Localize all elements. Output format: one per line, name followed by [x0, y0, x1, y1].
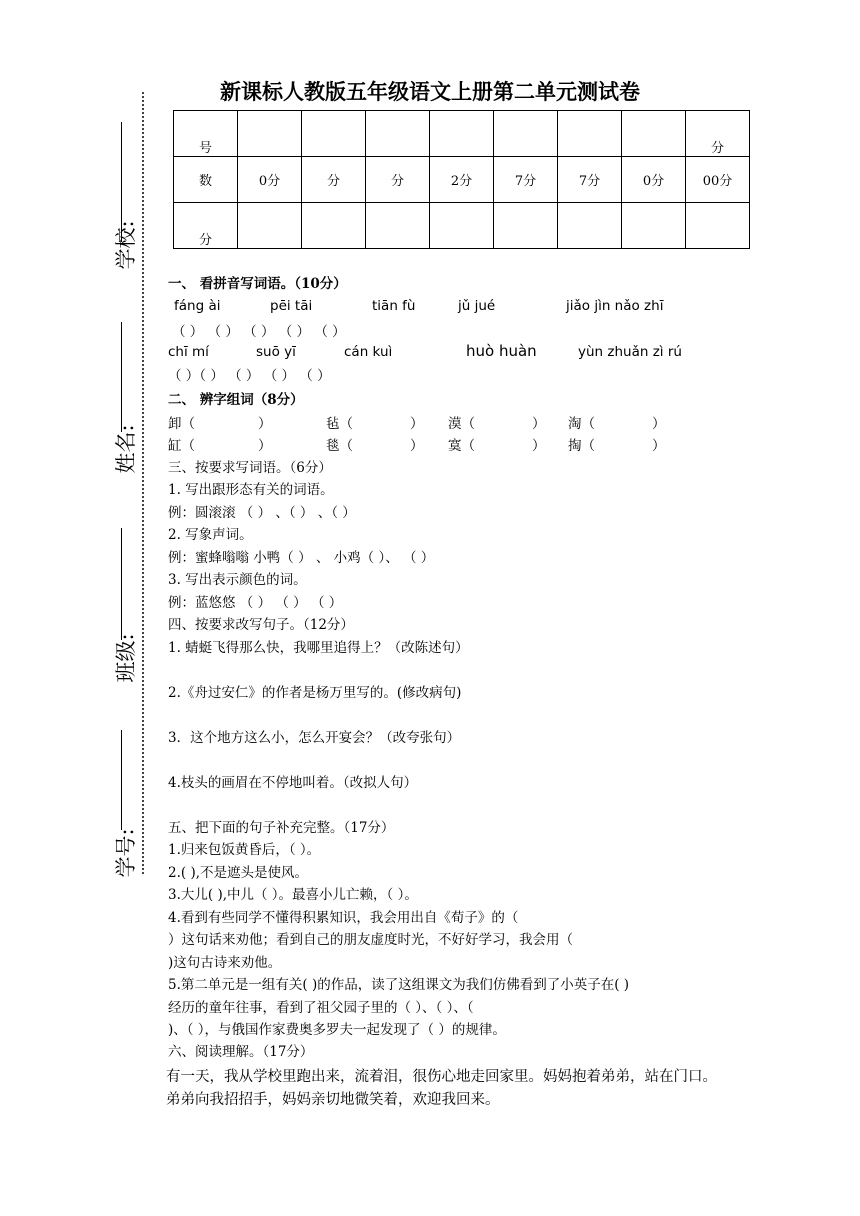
- char-item: ）: [410, 416, 424, 432]
- pinyin: chī mí: [168, 344, 209, 360]
- score-cell: [238, 111, 302, 157]
- score-row-1: [174, 111, 750, 157]
- score-cell: [558, 111, 622, 157]
- question: 4.枝头的画眉在不停地叫着。（改拟人句）: [168, 775, 418, 791]
- section-4-heading: 四、按要求改写句子。（12分）: [168, 617, 354, 633]
- pinyin: yùn zhuǎn zì rú: [578, 344, 682, 360]
- pinyin: tiān fù: [372, 298, 416, 314]
- score-cell: [622, 111, 686, 157]
- fill-line[interactable]: )、（ ），与俄国作家费奥多罗夫一起发现了（ ）的规律。: [168, 1022, 506, 1038]
- score-cell: 号: [174, 111, 238, 157]
- score-cell: 0分: [622, 157, 686, 203]
- char-item: ）: [652, 416, 666, 432]
- score-cell: 分: [686, 111, 750, 157]
- name-underline: [121, 322, 122, 432]
- char-item: ）: [258, 416, 272, 432]
- section-6-heading: 六、阅读理解。（17分）: [168, 1044, 314, 1060]
- char-item: ）: [532, 416, 546, 432]
- fill-line[interactable]: 5.第二单元是一组有关( )的作品，读了这组课文为我们仿佛看到了小英子在( ): [168, 977, 630, 993]
- reading-paragraph: 弟弟向我招招手，妈妈亲切地微笑着，欢迎我回来。: [166, 1092, 500, 1108]
- score-cell: [494, 111, 558, 157]
- score-cell: [366, 111, 430, 157]
- fill-line[interactable]: 1.归来包饭黄昏后，（ ）。: [168, 842, 321, 858]
- section-2-heading: 二、 辨字组词（8分）: [168, 392, 304, 408]
- question: 2. 写象声词。: [168, 527, 253, 543]
- pinyin: fáng ài: [174, 298, 221, 314]
- score-input-cell[interactable]: [430, 203, 494, 249]
- question: 2.《舟过安仁》的作者是杨万里写的。(修改病句): [168, 685, 462, 701]
- fill-line[interactable]: 经历的童年往事，看到了祖父园子里的（ ）、（ ）、（: [168, 1000, 474, 1016]
- example-line[interactable]: 例：蜜蜂嗡嗡 小鸭（ ） 、 小鸡（ ）、 （ ）: [168, 550, 435, 566]
- example-line[interactable]: 例：圆滚滚 （ ） 、（ ） 、（ ）: [168, 505, 356, 521]
- pinyin: pēi tāi: [270, 298, 313, 314]
- fill-line[interactable]: 2.( ),不是遮头是使风。: [168, 865, 308, 881]
- pinyin: jǔ jué: [458, 298, 496, 314]
- class-underline: [121, 528, 122, 640]
- answer-blank[interactable]: （ ） （ ） （ ） （ ） （ ）: [172, 324, 346, 340]
- char-item: 淘（: [568, 416, 595, 432]
- score-cell: 7分: [558, 157, 622, 203]
- score-cell: 7分: [494, 157, 558, 203]
- score-cell: 数: [174, 157, 238, 203]
- char-item: ）: [258, 438, 272, 454]
- char-item: 寞（: [448, 438, 475, 454]
- score-cell: 0分: [238, 157, 302, 203]
- char-item: 毡（: [326, 416, 353, 432]
- score-input-cell[interactable]: [238, 203, 302, 249]
- score-input-cell[interactable]: [494, 203, 558, 249]
- score-input-cell[interactable]: [366, 203, 430, 249]
- char-item: ）: [410, 438, 424, 454]
- class-label: 班级:: [114, 633, 138, 683]
- section-1-heading: 一、 看拼音写词语。（10分）: [168, 276, 347, 292]
- score-input-cell[interactable]: [686, 203, 750, 249]
- question: 1. 蜻蜓飞得那么快，我哪里追得上？（改陈述句）: [168, 640, 469, 656]
- char-item: 毯（: [326, 438, 353, 454]
- section-5-heading: 五、把下面的句子补充完整。（17分）: [168, 820, 395, 836]
- char-item: 漠（: [448, 416, 475, 432]
- score-cell: 分: [302, 157, 366, 203]
- fill-line[interactable]: ）这句话来劝他；看到自己的朋友虚度时光，不好好学习，我会用（: [168, 932, 573, 948]
- binding-dotted-line: [142, 92, 144, 874]
- name-label: 姓名:: [114, 424, 138, 474]
- pinyin: cán kuì: [344, 344, 393, 360]
- char-item: ）: [532, 438, 546, 454]
- page-title: 新课标人教版五年级语文上册第二单元测试卷: [220, 80, 640, 104]
- answer-blank[interactable]: （ ）（ ） （ ） （ ） （ ）: [168, 368, 331, 384]
- pinyin: huò huàn: [466, 342, 537, 360]
- pinyin: suō yī: [256, 344, 296, 360]
- score-cell: 00分: [686, 157, 750, 203]
- question: 3．这个地方这么小，怎么开宴会？（改夸张句）: [168, 730, 461, 746]
- number-underline: [121, 730, 122, 830]
- section-3-heading: 三、按要求写词语。（6分）: [168, 460, 332, 476]
- char-item: 卸（: [168, 416, 195, 432]
- char-item: ）: [652, 438, 666, 454]
- score-input-cell[interactable]: [558, 203, 622, 249]
- score-row-2: [174, 157, 750, 203]
- fill-line[interactable]: 4.看到有些同学不懂得积累知识，我会用出自《荀子》的（: [168, 910, 519, 926]
- score-cell: [302, 111, 366, 157]
- score-table: [173, 110, 750, 249]
- school-label: 学校:: [114, 220, 138, 270]
- score-row-3: [174, 203, 750, 249]
- reading-paragraph: 有一天，我从学校里跑出来，流着泪，很伤心地走回家里。妈妈抱着弟弟，站在门口。: [166, 1069, 717, 1085]
- char-item: 缸（: [168, 438, 195, 454]
- question: 1. 写出跟形态有关的词语。: [168, 482, 334, 498]
- pinyin: jiǎo jìn nǎo zhī: [566, 298, 664, 314]
- score-cell: 2分: [430, 157, 494, 203]
- fill-line[interactable]: 3.大儿( ),中儿（ ）。最喜小儿亡赖，（ ）。: [168, 887, 418, 903]
- question: 3. 写出表示颜色的词。: [168, 572, 307, 588]
- score-cell: [430, 111, 494, 157]
- char-item: 掏（: [568, 438, 595, 454]
- score-input-cell[interactable]: [622, 203, 686, 249]
- score-input-cell[interactable]: [302, 203, 366, 249]
- fill-line[interactable]: )这句古诗来劝他。: [168, 955, 282, 971]
- number-label: 学号:: [114, 828, 138, 878]
- score-cell: 分: [366, 157, 430, 203]
- example-line[interactable]: 例：蓝悠悠 （ ） （ ） （ ）: [168, 595, 343, 611]
- score-cell: 分: [174, 203, 238, 249]
